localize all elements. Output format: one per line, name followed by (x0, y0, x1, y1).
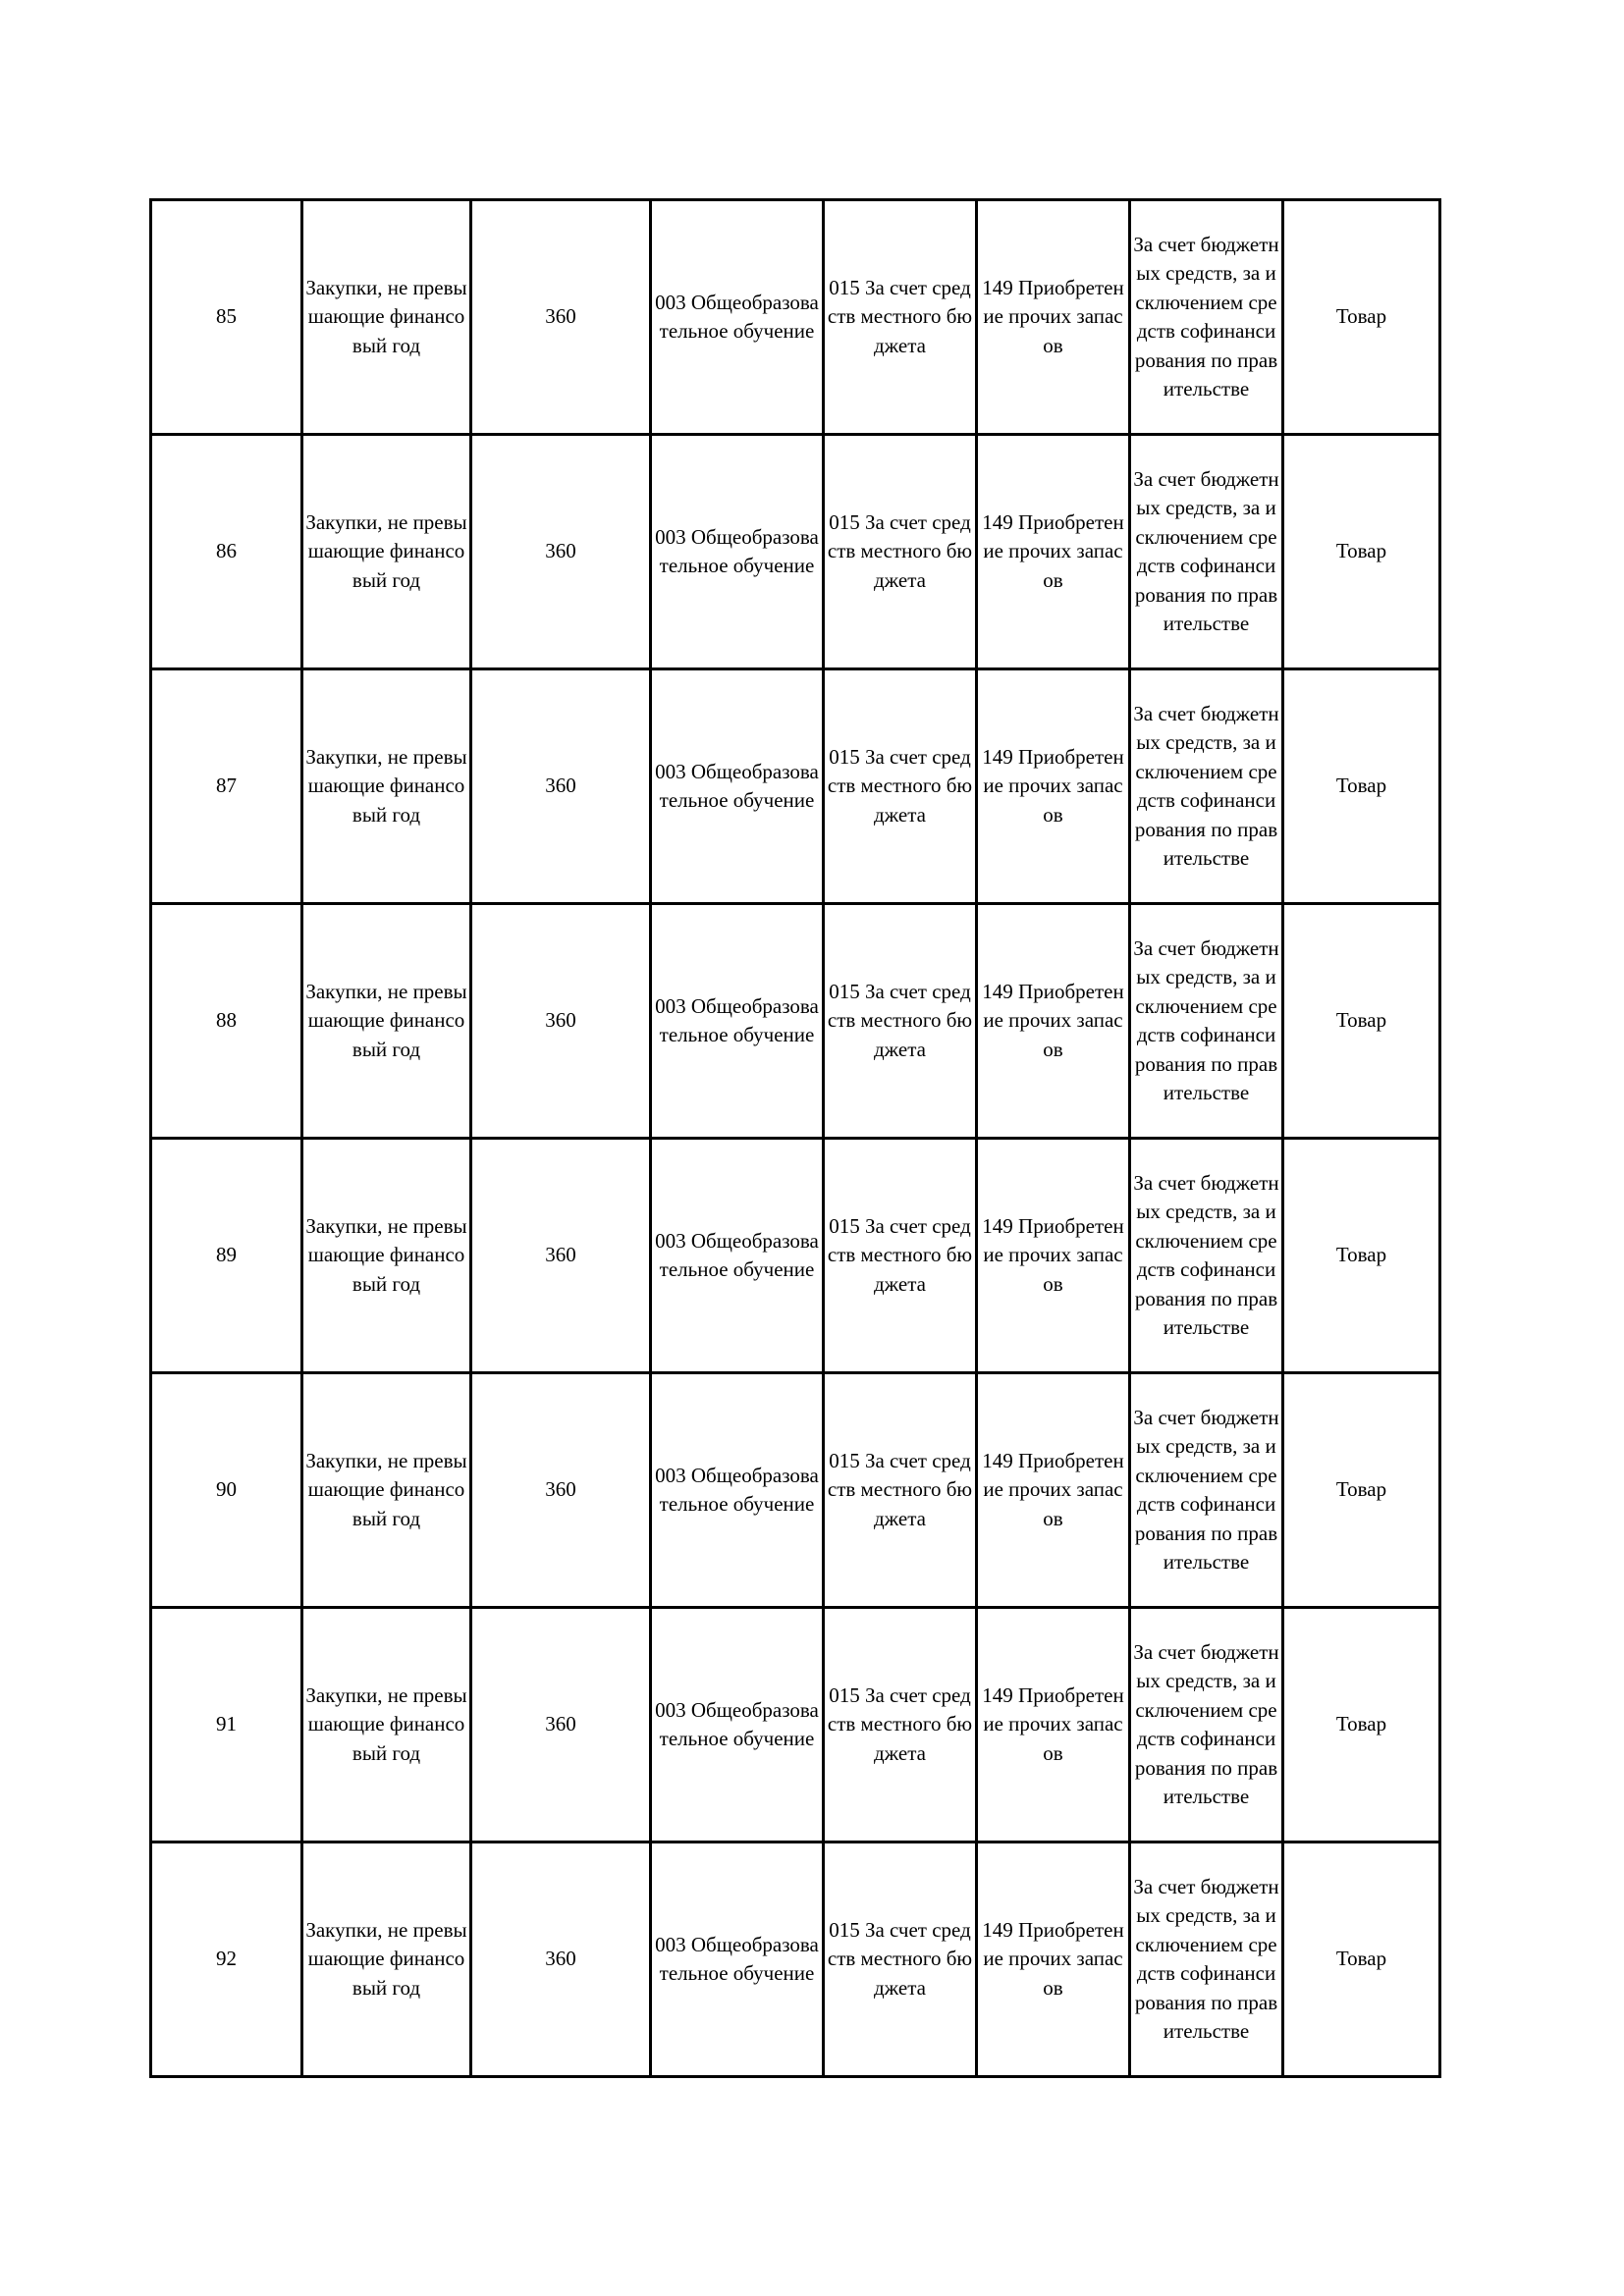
row-number-cell: 91 (151, 1608, 302, 1842)
row-number-cell: 92 (151, 1842, 302, 2077)
expense-specifics-cell: 149 Приобретение прочих запасов (977, 1139, 1130, 1373)
table-row (151, 1842, 1440, 2077)
code-cell: 360 (471, 435, 651, 669)
program-cell: 003 Общеобразовательное обучение (651, 435, 824, 669)
code-cell: 360 (471, 1139, 651, 1373)
table-row (151, 904, 1440, 1139)
code-cell: 360 (471, 669, 651, 904)
program-cell: 003 Общеобразовательное обучение (651, 904, 824, 1139)
expense-specifics-cell: 149 Приобретение прочих запасов (977, 1842, 1130, 2077)
expense-specifics-cell: 149 Приобретение прочих запасов (977, 1608, 1130, 1842)
funding-note-cell: За счет бюджетных средств, за исключением средств софинансирования по правительстве (1130, 435, 1283, 669)
table-row (151, 669, 1440, 904)
table-row (151, 200, 1440, 435)
procurement-table (149, 198, 1441, 2078)
procurement-name-cell: Закупки, не превышающие финансовый год (302, 1608, 471, 1842)
funding-source-cell: 015 За счет средств местного бюджета (824, 1139, 977, 1373)
funding-source-cell: 015 За счет средств местного бюджета (824, 200, 977, 435)
procurement-name-cell: Закупки, не превышающие финансовый год (302, 435, 471, 669)
row-number-cell: 89 (151, 1139, 302, 1373)
expense-specifics-cell: 149 Приобретение прочих запасов (977, 669, 1130, 904)
funding-note-cell: За счет бюджетных средств, за исключением средств софинансирования по правительстве (1130, 1842, 1283, 2077)
funding-source-cell: 015 За счет средств местного бюджета (824, 669, 977, 904)
funding-source-cell: 015 За счет средств местного бюджета (824, 435, 977, 669)
expense-specifics-cell: 149 Приобретение прочих запасов (977, 435, 1130, 669)
funding-note-cell: За счет бюджетных средств, за исключением средств софинансирования по правительстве (1130, 1608, 1283, 1842)
code-cell: 360 (471, 200, 651, 435)
code-cell: 360 (471, 904, 651, 1139)
item-type-cell: Товар (1283, 435, 1440, 669)
item-type-cell: Товар (1283, 200, 1440, 435)
funding-source-cell: 015 За счет средств местного бюджета (824, 1373, 977, 1608)
procurement-name-cell: Закупки, не превышающие финансовый год (302, 1842, 471, 2077)
funding-note-cell: За счет бюджетных средств, за исключением средств софинансирования по правительстве (1130, 1373, 1283, 1608)
table-row (151, 1608, 1440, 1842)
item-type-cell: Товар (1283, 1842, 1440, 2077)
expense-specifics-cell: 149 Приобретение прочих запасов (977, 1373, 1130, 1608)
program-cell: 003 Общеобразовательное обучение (651, 200, 824, 435)
item-type-cell: Товар (1283, 1139, 1440, 1373)
procurement-name-cell: Закупки, не превышающие финансовый год (302, 669, 471, 904)
funding-source-cell: 015 За счет средств местного бюджета (824, 904, 977, 1139)
row-number-cell: 86 (151, 435, 302, 669)
table-row (151, 435, 1440, 669)
program-cell: 003 Общеобразовательное обучение (651, 1373, 824, 1608)
item-type-cell: Товар (1283, 669, 1440, 904)
funding-source-cell: 015 За счет средств местного бюджета (824, 1842, 977, 2077)
procurement-name-cell: Закупки, не превышающие финансовый год (302, 1373, 471, 1608)
program-cell: 003 Общеобразовательное обучение (651, 669, 824, 904)
program-cell: 003 Общеобразовательное обучение (651, 1139, 824, 1373)
funding-note-cell: За счет бюджетных средств, за исключением средств софинансирования по правительстве (1130, 669, 1283, 904)
funding-note-cell: За счет бюджетных средств, за исключением средств софинансирования по правительстве (1130, 1139, 1283, 1373)
row-number-cell: 85 (151, 200, 302, 435)
row-number-cell: 88 (151, 904, 302, 1139)
code-cell: 360 (471, 1608, 651, 1842)
item-type-cell: Товар (1283, 1608, 1440, 1842)
expense-specifics-cell: 149 Приобретение прочих запасов (977, 200, 1130, 435)
item-type-cell: Товар (1283, 904, 1440, 1139)
table-body (151, 200, 1440, 2077)
row-number-cell: 87 (151, 669, 302, 904)
row-number-cell: 90 (151, 1373, 302, 1608)
procurement-name-cell: Закупки, не превышающие финансовый год (302, 1139, 471, 1373)
table-row (151, 1139, 1440, 1373)
item-type-cell: Товар (1283, 1373, 1440, 1608)
funding-source-cell: 015 За счет средств местного бюджета (824, 1608, 977, 1842)
funding-note-cell: За счет бюджетных средств, за исключением средств софинансирования по правительстве (1130, 200, 1283, 435)
expense-specifics-cell: 149 Приобретение прочих запасов (977, 904, 1130, 1139)
procurement-name-cell: Закупки, не превышающие финансовый год (302, 200, 471, 435)
code-cell: 360 (471, 1373, 651, 1608)
procurement-name-cell: Закупки, не превышающие финансовый год (302, 904, 471, 1139)
program-cell: 003 Общеобразовательное обучение (651, 1608, 824, 1842)
code-cell: 360 (471, 1842, 651, 2077)
table-row (151, 1373, 1440, 1608)
funding-note-cell: За счет бюджетных средств, за исключением средств софинансирования по правительстве (1130, 904, 1283, 1139)
program-cell: 003 Общеобразовательное обучение (651, 1842, 824, 2077)
